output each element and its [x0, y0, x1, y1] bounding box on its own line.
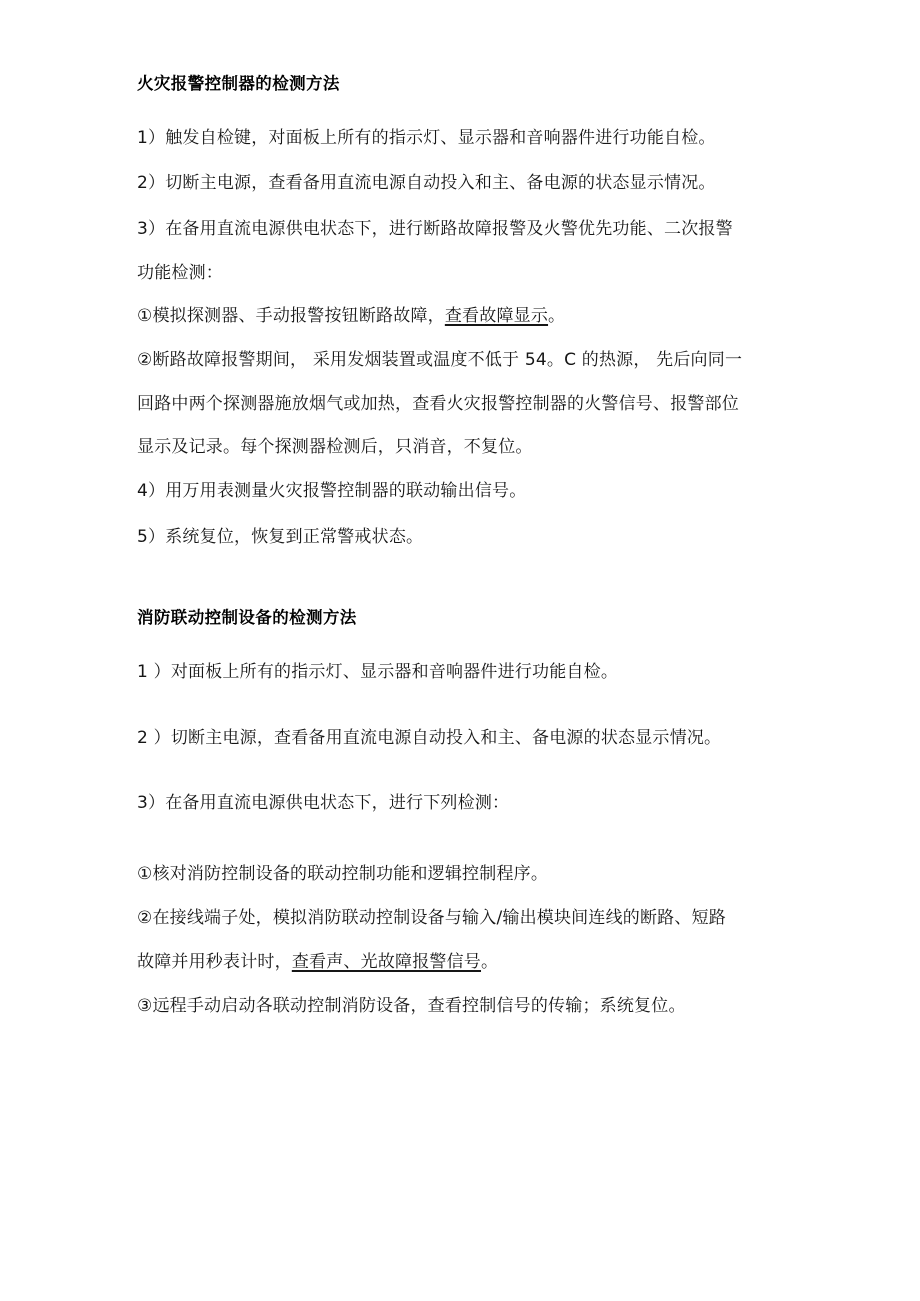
section1-item-3-line1: 3）在备用直流电源供电状态下，进行断路故障报警及火警优先功能、二次报警	[137, 219, 733, 240]
section2-subitem-2-underlined: 查看声、光故障报警信号	[291, 952, 482, 973]
spacer	[137, 975, 797, 994]
section1-subitem-2-line3: 显示及记录。每个探测器检测后，只消音，不复位。	[137, 437, 533, 458]
spacer	[137, 460, 797, 479]
spacer	[137, 631, 797, 660]
section2-item-2: 2 ）切断主电源，查看备用直流电源自动投入和主、备电源的状态显示情况。	[137, 727, 722, 748]
section2-subitem-3: ③远程手动启动各联动控制消防设备，查看控制信号的传输；系统复位。	[137, 995, 686, 1016]
spacer	[137, 750, 797, 791]
spacer	[137, 373, 797, 392]
section1-subitem-1-text-after: 。	[548, 306, 566, 327]
spacer	[137, 285, 797, 304]
section1-subitem-1-text-before: ①模拟探测器、手动报警按钮断路故障，	[137, 306, 445, 327]
spacer	[137, 886, 797, 906]
section2-subitem-2-line1: ②在接线端子处，模拟消防联动控制设备与输入/输出模块间连线的断路、短路	[137, 908, 726, 929]
section1-subitem-1	[137, 304, 797, 329]
spacer	[137, 196, 797, 217]
section2-item-1: 1 ）对面板上所有的指示灯、显示器和音响器件进行功能自检。	[137, 661, 619, 682]
section2-subitem-2-text-before: 故障并用秒表计时，	[137, 952, 292, 973]
section1-subitem-1-underlined: 查看故障显示	[444, 306, 549, 327]
section1-item-4: 4）用万用表测量火灾报警控制器的联动输出信号。	[137, 480, 527, 501]
spacer	[137, 97, 797, 126]
spacer	[137, 150, 797, 171]
spacer	[137, 329, 797, 348]
spacer	[137, 504, 797, 525]
section1-item-1: 1）触发自检键，对面板上所有的指示灯、显示器和音响器件进行功能自检。	[137, 127, 716, 148]
section1-item-2: 2）切断主电源，查看备用直流电源自动投入和主、备电源的状态显示情况。	[137, 173, 716, 194]
document-content	[137, 72, 797, 1018]
section-heading-fire-linkage-control-equipment: 消防联动控制设备的检测方法	[137, 608, 357, 628]
section2-subitem-2-text-after: 。	[481, 952, 499, 973]
spacer	[137, 416, 797, 435]
spacer	[137, 242, 797, 261]
spacer	[137, 816, 797, 862]
spacer	[137, 685, 797, 726]
section-spacer	[137, 549, 797, 606]
section2-item-3: 3）在备用直流电源供电状态下，进行下列检测：	[137, 793, 510, 814]
section-heading-fire-alarm-controller: 火灾报警控制器的检测方法	[137, 74, 340, 93]
spacer	[137, 931, 797, 950]
section1-item-5: 5）系统复位，恢复到正常警戒状态。	[137, 526, 424, 547]
section1-subitem-2-line2: 回路中两个探测器施放烟气或加热，查看火灾报警控制器的火警信号、报警部位	[137, 393, 739, 414]
section1-subitem-2-line1: ②断路故障报警期间， 采用发烟装置或温度不低于 54。C 的热源， 先后向同一	[137, 349, 743, 370]
section2-subitem-1: ①核对消防控制设备的联动控制功能和逻辑控制程序。	[137, 863, 549, 884]
section2-subitem-2-line2	[137, 950, 797, 975]
section1-item-3-line2: 功能检测：	[137, 262, 223, 283]
